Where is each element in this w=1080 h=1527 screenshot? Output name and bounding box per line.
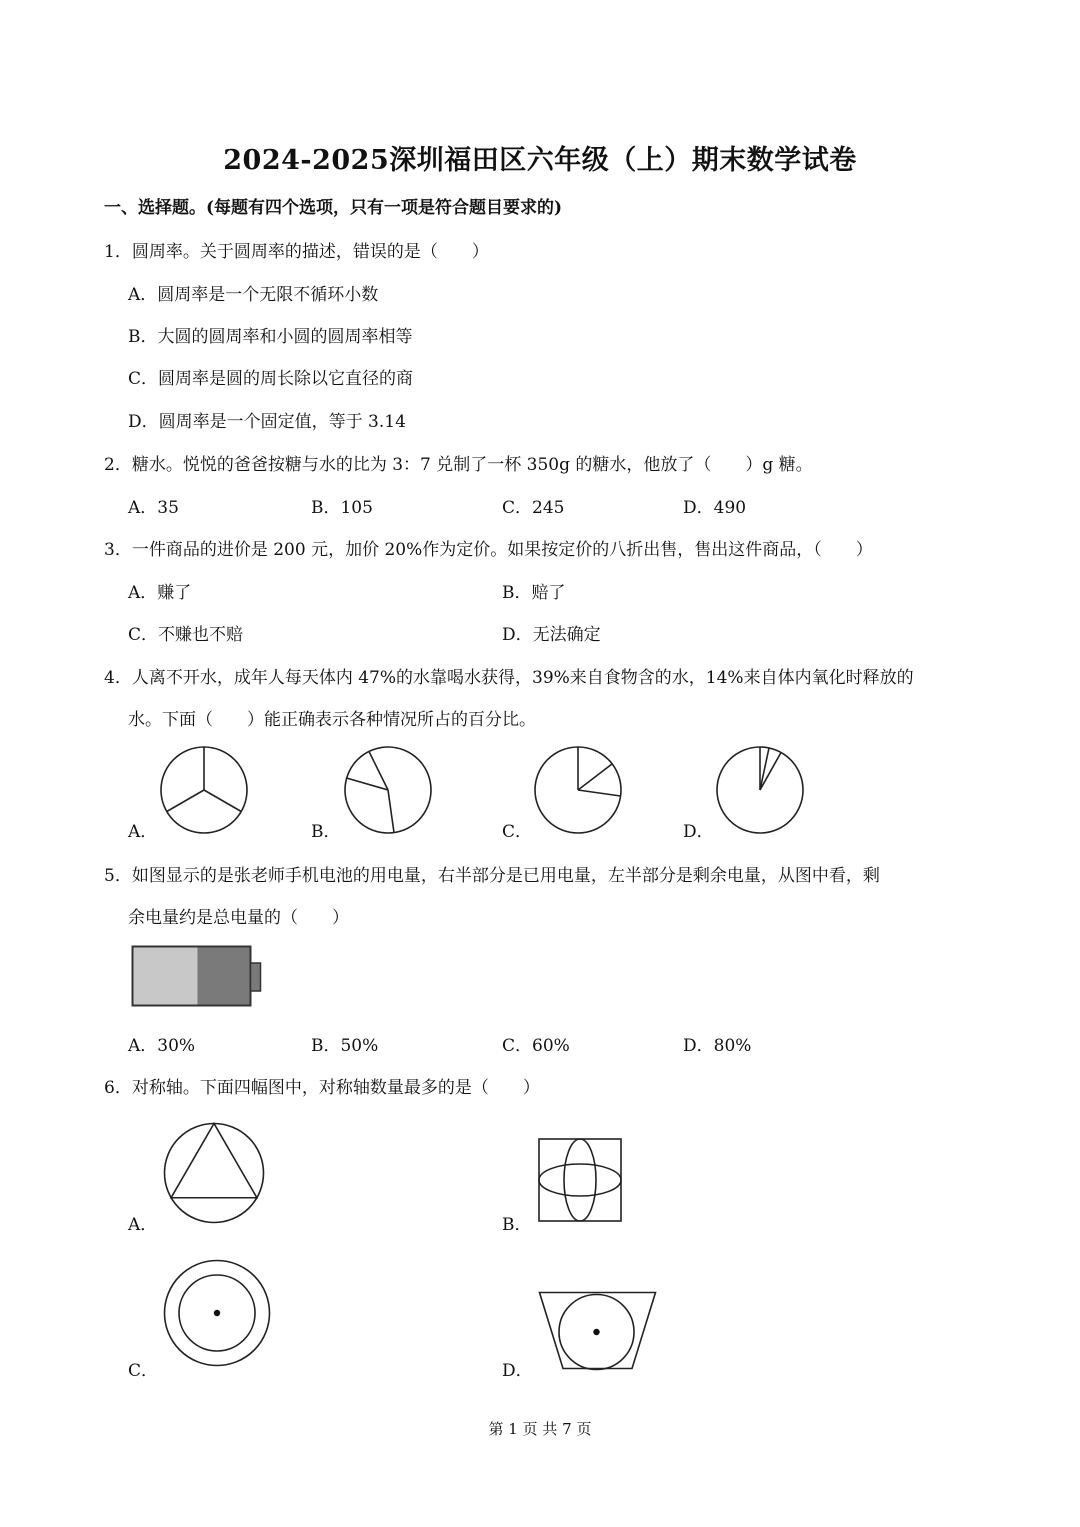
question-1-option-c: C．圆周率是圆的周长除以它直径的商	[128, 369, 414, 389]
question-1-stem: 1．圆周率。关于圆周率的描述，错误的是（ ）	[104, 242, 489, 262]
question-4-option-c: C．	[502, 822, 533, 842]
question-4-option-a: A．	[128, 822, 158, 842]
question-4-option-d: D．	[683, 822, 714, 842]
pie-d-diagram	[714, 746, 806, 836]
question-4-option-b: B．	[311, 822, 341, 842]
question-5-option-d: D．80%	[683, 1036, 752, 1056]
page-number-footer: 第 1 页 共 7 页	[488, 1420, 592, 1438]
question-3-option-d: D．无法确定	[502, 625, 601, 645]
question-5-option-c: C．60%	[502, 1036, 570, 1056]
battery-remaining-area	[133, 947, 198, 1006]
question-5-option-b: B．50%	[311, 1036, 379, 1056]
question-1-option-b: B．大圆的圆周率和小圆的圆周率相等	[128, 327, 413, 347]
question-2-option-a: A．35	[128, 498, 179, 518]
section-heading: 一、选择题。(每题有四个选项，只有一项是符合题目要求的)	[104, 198, 563, 218]
question-6-stem: 6．对称轴。下面四幅图中，对称轴数量最多的是（ ）	[104, 1078, 540, 1098]
question-3-option-a: A．赚了	[128, 583, 192, 603]
trapezoid-circle-figure	[538, 1290, 658, 1372]
question-6-option-c: C．	[128, 1361, 159, 1381]
battery-terminal	[251, 963, 261, 991]
question-6-option-b: B．	[502, 1215, 532, 1235]
question-4-stem-line1: 4．人离不开水，成年人每天体内 47%的水靠喝水获得，39%来自食物含的水，14%来自体内氧化时释放的	[104, 668, 914, 688]
battery-used-area	[197, 947, 250, 1006]
question-3-option-c: C．不赚也不赔	[128, 625, 244, 645]
question-6-option-a: A．	[128, 1215, 158, 1235]
question-2-option-c: C．245	[502, 498, 565, 518]
circle-triangle-figure	[163, 1122, 267, 1226]
pie-b-diagram	[342, 746, 434, 836]
pie-a-diagram	[158, 746, 250, 836]
pie-c-diagram	[532, 746, 624, 836]
question-5-stem-line2: 余电量约是总电量的（ ）	[128, 908, 349, 928]
page-title: 2024-2025深圳福田区六年级（上）期末数学试卷	[223, 145, 857, 176]
square-ellipses-figure	[538, 1138, 624, 1224]
question-4-stem-line2: 水。下面（ ）能正确表示各种情况所占的百分比。	[128, 710, 536, 730]
battery-diagram	[131, 945, 263, 1007]
question-5-option-a: A．30%	[128, 1036, 196, 1056]
question-1-option-a: A．圆周率是一个无限不循环小数	[128, 285, 379, 305]
question-1-option-d: D．圆周率是一个固定值，等于 3.14	[128, 412, 406, 432]
question-3-option-b: B．赔了	[502, 583, 566, 603]
question-5-stem-line1: 5．如图显示的是张老师手机电池的用电量，右半部分是已用电量，左半部分是剩余电量，从图中看，剩	[104, 866, 880, 886]
question-2-option-b: B．105	[311, 498, 373, 518]
question-6-option-d: D．	[502, 1361, 533, 1381]
question-3-stem: 3．一件商品的进价是 200 元，加价 20%作为定价。如果按定价的八折出售，售出这件商品，（ ）	[104, 540, 873, 560]
question-2-stem: 2．糖水。悦悦的爸爸按糖与水的比为 3：7 兑制了一杯 350g 的糖水，他放了（ ）g 糖。	[104, 455, 813, 475]
concentric-circles-figure	[163, 1260, 273, 1370]
question-2-option-d: D．490	[683, 498, 747, 518]
